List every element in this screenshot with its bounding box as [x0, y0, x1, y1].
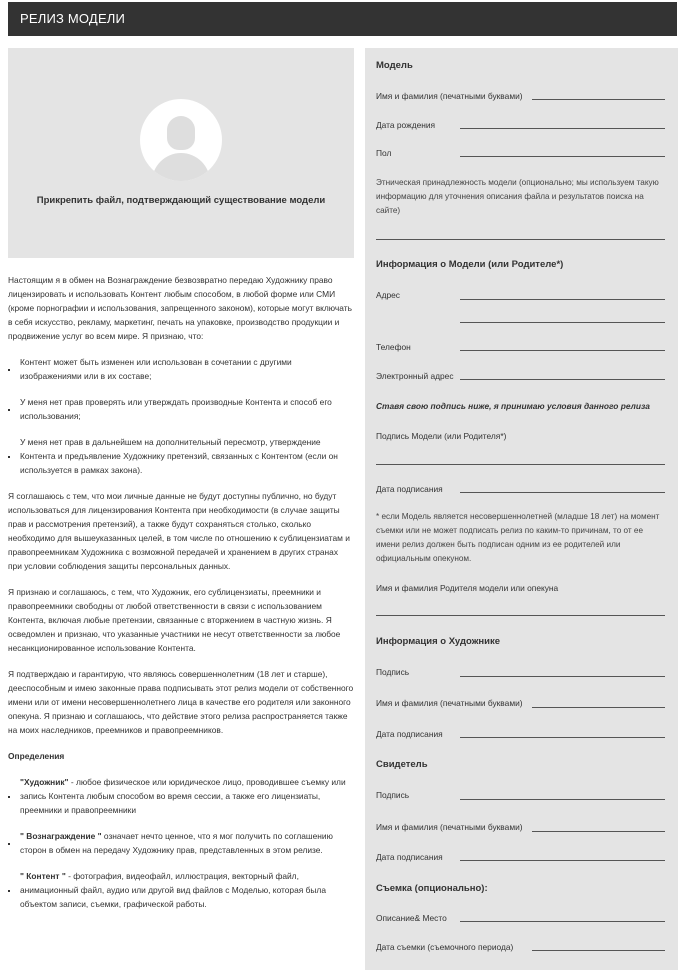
list-item: Контент может быть изменен или использован в сочетании с другими изображениями или в их составе; — [8, 355, 354, 383]
minor-note: * если Модель является несовершеннолетней (младше 18 лет) на момент съемки или не может подписать релиз по каким-то причинам, то от ее имени релиз должен быть подписан одним из ее родителей или официальным опекуном. — [376, 512, 660, 563]
artist-section-title: Информация о Художнике — [376, 636, 501, 647]
list-item: У меня нет прав в дальнейшем на дополнительный пересмотр, утверждение Контента и предъявление Художнику претензий, связанных с Контентом (если он используется в рамках закона). — [8, 435, 354, 477]
address-label: Адрес — [376, 290, 400, 300]
signing-date-field[interactable] — [460, 492, 665, 493]
definition-item: " Контент " - фотография, видеофайл, иллюстрация, векторный файл, анимационный файл, аудио или другой вид файлов с Моделью, которая была объектом записи, съемки, графической работы. — [8, 869, 354, 911]
gender-field[interactable] — [460, 156, 665, 157]
address-field-line2[interactable] — [460, 322, 665, 323]
witness-name-label: Имя и фамилия (печатными буквами) — [376, 822, 523, 832]
witness-section-title: Свидетель — [376, 759, 428, 770]
attach-label: Прикрепить файл, подтверждающий существование модели — [36, 195, 326, 206]
definition-item: "Художник" - любое физическое или юридическое лицо, проводившее съемку или запись Контента любым способом во время сессии, а также его лицензиаты, преемники и правопреемники — [8, 775, 354, 817]
definition-item: " Вознаграждение " означает нечто ценное, что я мог получить по соглашению сторон в обмен на передачу Художнику прав, представленных в этом релизе. — [8, 829, 354, 857]
phone-label: Телефон — [376, 342, 411, 352]
shoot-place-field[interactable] — [460, 921, 665, 922]
shoot-place-label: Описание& Место — [376, 913, 447, 923]
witness-signature-field[interactable] — [460, 799, 665, 800]
model-signature-label: Подпись Модели (или Родителя*) — [376, 431, 507, 441]
personal-data-paragraph: Я соглашаюсь с тем, что мои личные данные не будут доступны публично, но будут использоваться для лицензирования Контента при необходимости (в случае защиты прав и рассмотрения претензий), а также будут сохраняться столько, сколько необходимо для вышеуказанных целей, в том числе по отношению к сублицензиатам и правопреемникам Художника с возможной передачей и хранением в других странах при условии соблюдения защиты персональных данных. — [8, 491, 350, 571]
email-field[interactable] — [460, 379, 665, 380]
definitions-title: Определения — [8, 751, 65, 761]
liability-paragraph: Я признаю и соглашаюсь, с тем, что Художник, его сублицензиаты, преемники и правопреемники свободны от любой ответственности в связи с использованием Контента, включая любые претензии, связанные с вторжением в частную жизнь. Я осведомлен и признаю, что указанные участники не несут ответственности за любое несанкционированное использование Контента. — [8, 587, 341, 653]
attach-photo-dropzone[interactable] — [8, 48, 354, 258]
shoot-section-title: Съемка (опционально): — [376, 883, 488, 894]
dob-field[interactable] — [460, 128, 665, 129]
witness-signature-label: Подпись — [376, 790, 410, 800]
model-section-title: Модель — [376, 60, 413, 71]
age-warranty-paragraph: Я подтверждаю и гарантирую, что являюсь совершеннолетним (18 лет и старше), дееспособным и имею законные права подписывать этот релиз модели от собственного имени или от имени несовершеннолетнего лица в качестве его родителя или законного опекуна. Я признаю и соглашаюсь, что действие этого релиза распространяется также на моих наследников, преемников и правопреемников. — [8, 669, 354, 735]
dob-label: Дата рождения — [376, 120, 436, 130]
ethnicity-field[interactable] — [376, 239, 665, 240]
email-label: Электронный адрес — [376, 371, 454, 381]
artist-signature-label: Подпись — [376, 667, 410, 677]
artist-name-label: Имя и фамилия (печатными буквами) — [376, 698, 523, 708]
list-item: У меня нет прав проверять или утверждать производные Контента и способ его использования; — [8, 395, 354, 423]
ethnicity-label: Этническая принадлежность модели (опционально; мы используем такую информацию для уточнения описания файла и результатов поиска на сайте) — [376, 178, 659, 215]
witness-name-field[interactable] — [532, 831, 665, 832]
consent-text: Ставя свою подпись ниже, я принимаю условия данного релиза — [376, 401, 650, 411]
page-header — [8, 2, 677, 36]
intro-paragraph: Настоящим я в обмен на Вознаграждение безвозвратно передаю Художнику право лицензировать и использовать Контент любым способом, в любой форме или СМИ (кроме порнографии и использования, запрещенного законом), которые могут включать в себя искусство, рекламу, маркетинг, печать на упаковке, производство продукции и продвижение услуг во всем мире. Я признаю, что: — [8, 275, 352, 341]
guardian-name-label: Имя и фамилия Родителя модели или опекуна — [376, 583, 559, 593]
address-field-line1[interactable] — [460, 299, 665, 300]
artist-name-field[interactable] — [532, 707, 665, 708]
model-signature-field[interactable] — [376, 464, 665, 465]
gender-label: Пол — [376, 148, 392, 158]
avatar-placeholder-icon — [140, 99, 222, 181]
model-name-label: Имя и фамилия (печатными буквами) — [376, 91, 523, 101]
witness-date-label: Дата подписания — [376, 852, 443, 862]
phone-field[interactable] — [460, 350, 665, 351]
release-form-panel — [365, 48, 678, 970]
shoot-date-label: Дата съемки (съемочного периода) — [376, 942, 514, 952]
page-title: РЕЛИЗ МОДЕЛИ — [20, 11, 126, 26]
contact-section-title: Информация о Модели (или Родителе*) — [376, 259, 564, 270]
release-terms — [8, 273, 354, 923]
artist-date-label: Дата подписания — [376, 729, 443, 739]
signing-date-label: Дата подписания — [376, 484, 443, 494]
witness-date-field[interactable] — [460, 860, 665, 861]
model-name-field[interactable] — [532, 99, 665, 100]
artist-signature-field[interactable] — [460, 676, 665, 677]
shoot-date-field[interactable] — [532, 950, 665, 951]
artist-date-field[interactable] — [460, 737, 665, 738]
guardian-name-field[interactable] — [376, 615, 665, 616]
